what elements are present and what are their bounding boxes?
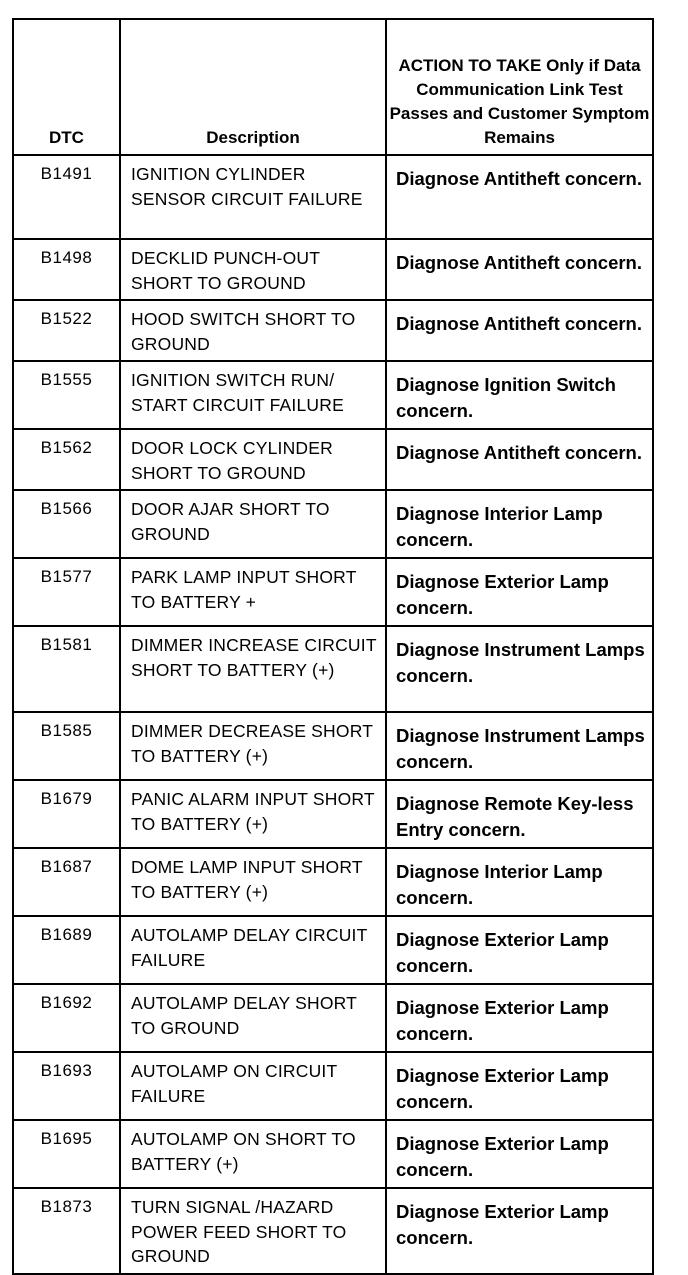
dtc-action: Diagnose Exterior Lamp concern. (386, 558, 653, 626)
dtc-code: B1522 (13, 300, 120, 361)
dtc-description: IGNITION CYLINDER SENSOR CIRCUIT FAILURE (120, 155, 386, 239)
header-action: ACTION TO TAKE Only if Data Communication Link Test Passes and Customer Symptom Remains (386, 19, 653, 155)
table-row (13, 361, 653, 429)
table-row (13, 626, 653, 712)
table-row (13, 1188, 653, 1274)
dtc-action: Diagnose Exterior Lamp concern. (386, 1188, 653, 1274)
dtc-code: B1577 (13, 558, 120, 626)
dtc-action: Diagnose Instrument Lamps concern. (386, 626, 653, 712)
table-row (13, 490, 653, 558)
dtc-code: B1562 (13, 429, 120, 490)
header-description: Description (120, 19, 386, 155)
dtc-description: AUTOLAMP DELAY CIRCUIT FAILURE (120, 916, 386, 984)
table-row (13, 1120, 653, 1188)
dtc-code: B1873 (13, 1188, 120, 1274)
dtc-action: Diagnose Antitheft concern. (386, 239, 653, 300)
dtc-action: Diagnose Antitheft concern. (386, 429, 653, 490)
dtc-table (12, 18, 654, 1275)
table-row (13, 1052, 653, 1120)
table-row (13, 300, 653, 361)
table-row (13, 712, 653, 780)
dtc-description: DECKLID PUNCH-OUT SHORT TO GROUND (120, 239, 386, 300)
dtc-action: Diagnose Antitheft concern. (386, 155, 653, 239)
dtc-code: B1692 (13, 984, 120, 1052)
dtc-description: DIMMER INCREASE CIRCUIT SHORT TO BATTERY (+) (120, 626, 386, 712)
dtc-code: B1566 (13, 490, 120, 558)
table-row (13, 916, 653, 984)
dtc-action: Diagnose Exterior Lamp concern. (386, 916, 653, 984)
dtc-action: Diagnose Interior Lamp concern. (386, 848, 653, 916)
table-row (13, 155, 653, 239)
table-row (13, 780, 653, 848)
dtc-description: DOOR AJAR SHORT TO GROUND (120, 490, 386, 558)
dtc-description: PARK LAMP INPUT SHORT TO BATTERY + (120, 558, 386, 626)
dtc-code: B1695 (13, 1120, 120, 1188)
dtc-description: DOME LAMP INPUT SHORT TO BATTERY (+) (120, 848, 386, 916)
dtc-description: DOOR LOCK CYLINDER SHORT TO GROUND (120, 429, 386, 490)
dtc-code: B1689 (13, 916, 120, 984)
table-row (13, 848, 653, 916)
dtc-description: AUTOLAMP DELAY SHORT TO GROUND (120, 984, 386, 1052)
dtc-code: B1581 (13, 626, 120, 712)
dtc-action: Diagnose Interior Lamp concern. (386, 490, 653, 558)
dtc-action: Diagnose Exterior Lamp concern. (386, 1052, 653, 1120)
dtc-action: Diagnose Instrument Lamps concern. (386, 712, 653, 780)
dtc-description: PANIC ALARM INPUT SHORT TO BATTERY (+) (120, 780, 386, 848)
dtc-description: DIMMER DECREASE SHORT TO BATTERY (+) (120, 712, 386, 780)
dtc-code: B1687 (13, 848, 120, 916)
header-row (13, 19, 653, 155)
dtc-code: B1491 (13, 155, 120, 239)
dtc-code: B1693 (13, 1052, 120, 1120)
dtc-action: Diagnose Exterior Lamp concern. (386, 984, 653, 1052)
table-row (13, 984, 653, 1052)
dtc-code: B1585 (13, 712, 120, 780)
dtc-description: HOOD SWITCH SHORT TO GROUND (120, 300, 386, 361)
dtc-code: B1555 (13, 361, 120, 429)
dtc-description: TURN SIGNAL /HAZARD POWER FEED SHORT TO GROUND (120, 1188, 386, 1274)
dtc-code: B1498 (13, 239, 120, 300)
table-row (13, 558, 653, 626)
dtc-action: Diagnose Remote Key-less Entry concern. (386, 780, 653, 848)
dtc-description: AUTOLAMP ON CIRCUIT FAILURE (120, 1052, 386, 1120)
dtc-action: Diagnose Antitheft concern. (386, 300, 653, 361)
dtc-description: IGNITION SWITCH RUN/ START CIRCUIT FAILURE (120, 361, 386, 429)
table-row (13, 429, 653, 490)
dtc-description: AUTOLAMP ON SHORT TO BATTERY (+) (120, 1120, 386, 1188)
table-row (13, 239, 653, 300)
dtc-action: Diagnose Exterior Lamp concern. (386, 1120, 653, 1188)
dtc-action: Diagnose Ignition Switch concern. (386, 361, 653, 429)
dtc-code: B1679 (13, 780, 120, 848)
header-dtc: DTC (13, 19, 120, 155)
